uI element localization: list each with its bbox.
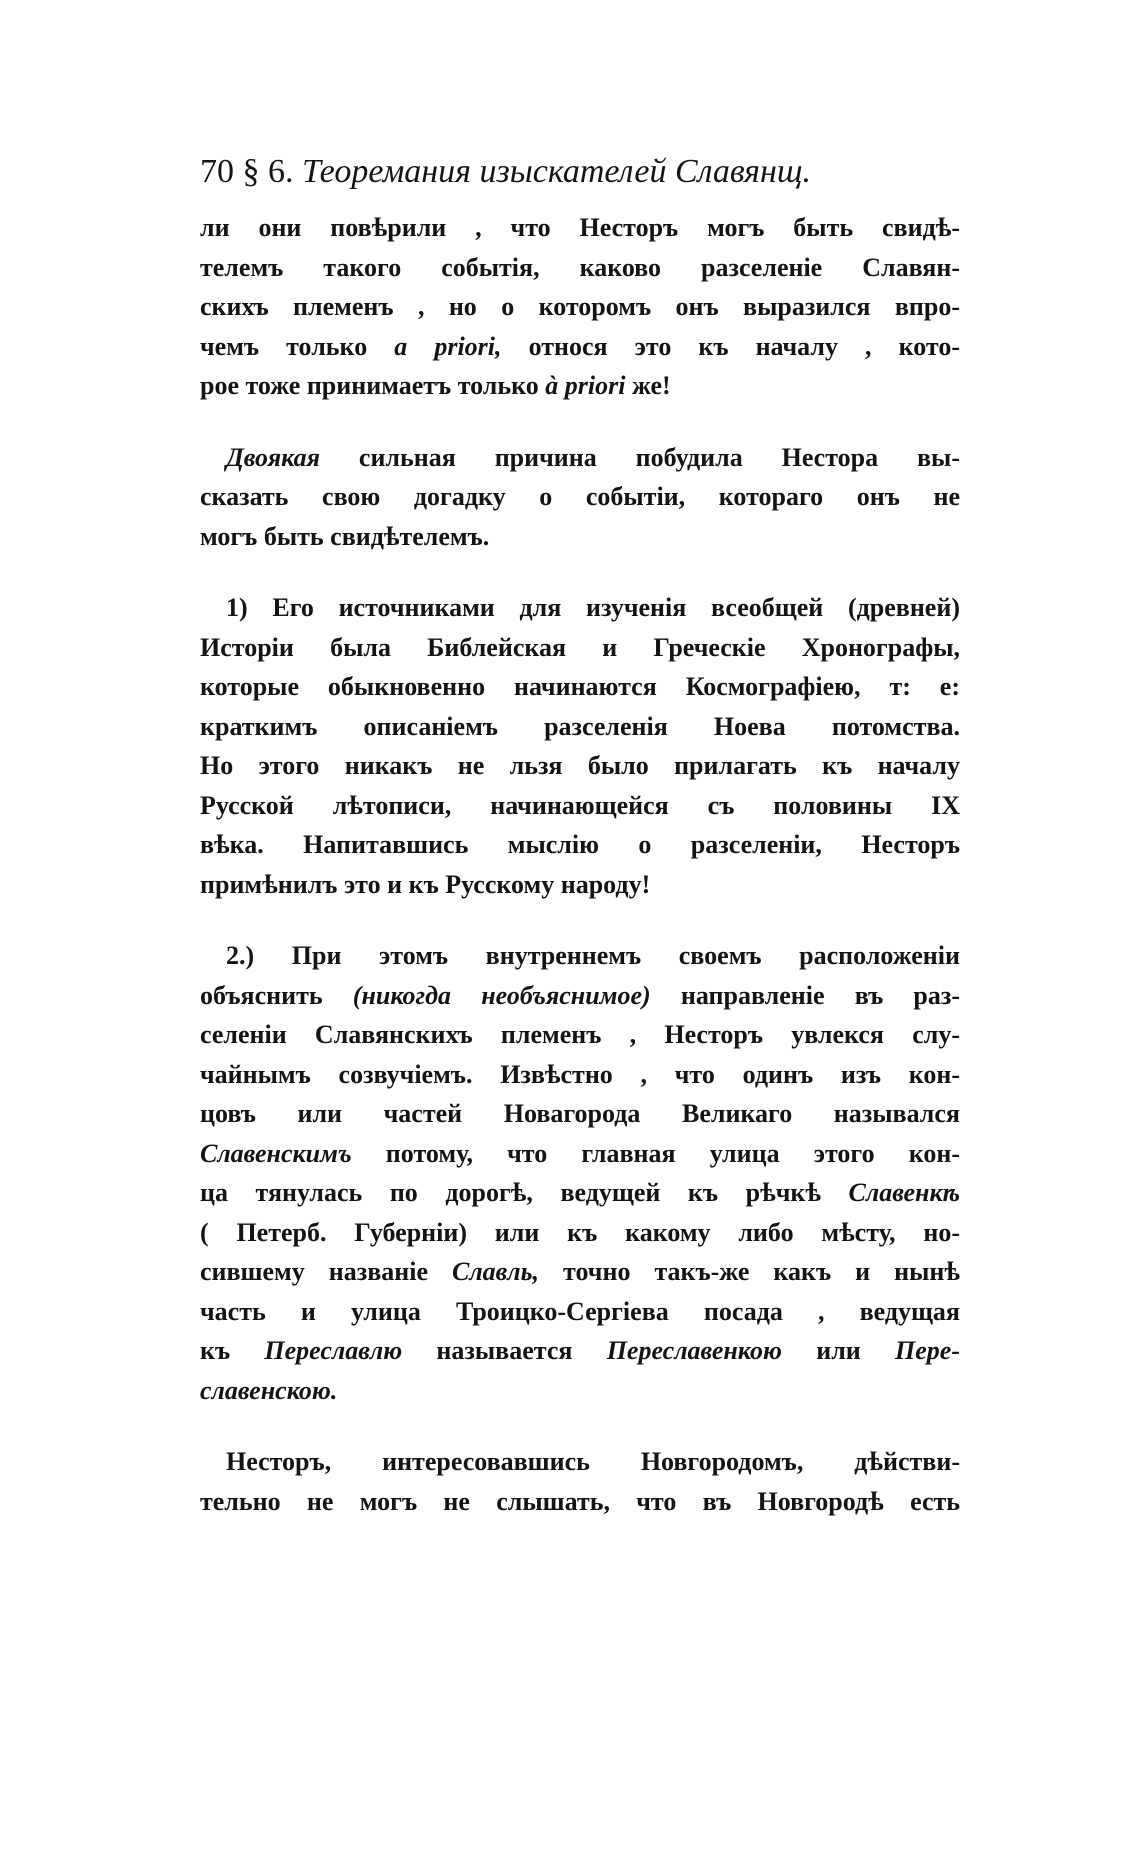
text-line: чайнымъ созвучіемъ. Извѣстно , что одинъ изъ кон-	[200, 1059, 960, 1089]
book-page	[200, 150, 960, 1553]
text-line: сказать свою догадку о событіи, котораго онъ не	[200, 482, 960, 511]
text-run: называется	[402, 1336, 607, 1365]
text-run: сильная причина побудила Нестора вы-	[320, 442, 960, 472]
page-number: 70	[200, 153, 234, 190]
text-line: ( Петерб. Губерніи) или къ какому либо мѣсту, но-	[200, 1217, 960, 1247]
text-line: часть и улица Троицко-Сергіева посада , ведущая	[200, 1296, 960, 1326]
italic-term: Двоякая	[226, 442, 321, 472]
text-run: объяснить	[200, 980, 353, 1010]
text-run: сившему названіе	[200, 1257, 452, 1286]
text-line	[200, 366, 960, 406]
text-line: ли они повѣрили , что Несторъ могъ быть свидѣ-	[200, 213, 960, 242]
italic-term: Переславлю	[264, 1336, 403, 1365]
text-line	[200, 327, 960, 367]
italic-term: (никогда необъяснимое)	[352, 980, 651, 1010]
text-run: рое тоже принимаетъ только	[200, 371, 546, 400]
text-line: тельно не могъ не слышать, что въ Новгородѣ есть	[200, 1486, 960, 1516]
text-run: точно такъ-же какъ и нынѣ	[539, 1257, 960, 1286]
paragraph-3	[200, 588, 960, 904]
section-sign: § 6.	[242, 153, 294, 190]
text-line: 1) Его источниками для изученія всеобщей (древней)	[226, 593, 960, 622]
text-line: краткимъ описаніемъ разселенія Ноева потомства.	[200, 711, 960, 741]
text-line: Несторъ, интересовавшись Новгородомъ, дѣйстви-	[226, 1447, 960, 1476]
italic-term: a priori,	[394, 331, 502, 361]
text-run: относя это къ началу , кото-	[501, 331, 960, 361]
text-line	[200, 1252, 960, 1292]
italic-term: Переславенкою	[606, 1336, 782, 1365]
text-run: же!	[625, 371, 671, 400]
text-line: вѣка. Напитавшись мыслію о разселеніи, Несторъ	[200, 830, 960, 859]
text-line: 2.) При этомъ внутреннемъ своемъ расположеніи	[226, 941, 960, 970]
text-line	[200, 438, 960, 478]
text-run: или	[781, 1336, 896, 1365]
text-run: ца тянулась по дорогѣ, ведущей къ рѣчкѣ	[200, 1178, 849, 1207]
paragraph-2	[200, 438, 960, 557]
text-line: Исторіи была Библейская и Греческіе Хронографы,	[200, 632, 960, 662]
text-run: къ	[200, 1336, 265, 1365]
text-run: чемъ только	[200, 331, 395, 361]
text-line: которые обыкновенно начинаются Космографіею, т: е:	[200, 672, 960, 701]
text-line	[200, 1331, 960, 1371]
italic-term: Славенскимъ	[200, 1138, 352, 1168]
text-line: цовъ или частей Новагорода Великаго назывался	[200, 1099, 960, 1128]
text-line: Русской лѣтописи, начинающейся съ половины IX	[200, 790, 960, 820]
text-line: славенскою.	[200, 1375, 338, 1405]
text-line	[200, 976, 960, 1016]
text-line: Но этого никакъ не льзя было прилагать къ началу	[200, 751, 960, 780]
italic-term: à priori	[545, 371, 626, 400]
paragraph-4	[200, 936, 960, 1410]
running-head	[200, 150, 960, 194]
text-line	[200, 1134, 960, 1174]
italic-term: Пере-	[895, 1336, 960, 1365]
paragraph-5	[200, 1442, 960, 1521]
text-line: примѣнилъ это и къ Русскому народу!	[200, 869, 651, 899]
text-run: направленіе въ раз-	[650, 980, 960, 1010]
running-title: Теоремания изыскателей Славянщ.	[302, 153, 812, 190]
text-run: потому, что главная улица этого кон-	[351, 1138, 960, 1168]
text-line: могъ быть свидѣтелемъ.	[200, 521, 490, 551]
text-line	[200, 1173, 960, 1213]
italic-term: Славенкѣ	[848, 1178, 960, 1207]
text-line: селеніи Славянскихъ племенъ , Несторъ увлекся слу-	[200, 1020, 960, 1049]
text-line: телемъ такого событія, каково разселеніе Славян-	[200, 252, 960, 282]
italic-term: Славль,	[452, 1257, 540, 1286]
text-line: скихъ племенъ , но о которомъ онъ выразился впро-	[200, 292, 960, 321]
paragraph-1	[200, 208, 960, 406]
